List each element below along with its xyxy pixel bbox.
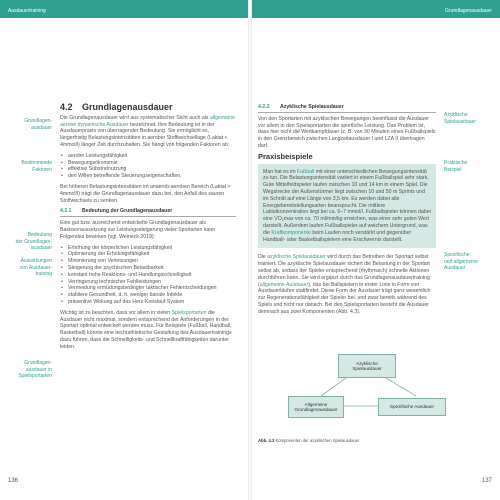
connector-left [321, 378, 346, 396]
node-azyklische-spielausdauer [338, 354, 396, 378]
final-text-2: die Ausdauer nicht maximal, sondern entsprechend der Anforderungen in der Sportart optimal entwickelt werden muss. Für Beispiele (Fußball, Handball, Basketball) könnte eine leichtathletische Gestaltung des Ausdauertrainings dazu führen, dass die Schnelligkeits- und Schnellkraftfähigkeiten darunter leiden. [60, 309, 232, 350]
subsection-title: Bedeutung der Grundlagenausdauer [82, 208, 173, 215]
page-gutter [248, 0, 252, 500]
intro-paragraph: Von den Sportarten mit azyklischen Bewegungen beeinflusst die Ausdauer vor allem in den Spielsportarten die sportliche Leistung. Das Problem ist, dass hier nicht die Wettkampfdauer (z. B. von 90 Minuten eines Fußballspiels in den Grenzbereich zwischen Langzeitausdauer I und LZA II übertragen darf. [258, 115, 436, 149]
effects-list [60, 245, 236, 306]
list-item: • präventive Wirkung auf das Herz-Kreislauf-System [68, 299, 236, 306]
box-highlight: Fußball [297, 168, 315, 175]
list-item: • Verringerung technischer Fehlleistungen [68, 279, 236, 286]
margin-note-text: Azyklische Spielausdauer [444, 112, 476, 125]
node-label: Azyklische Spielausdauer [352, 360, 382, 371]
node-spezifische-ausdauer [378, 398, 446, 416]
final-text: Wichtig ist zu beachten, dass vor allem in vielen [60, 309, 172, 316]
left-page-header [0, 0, 248, 18]
final-paragraph [60, 310, 236, 351]
box-highlight-2: Kraftkomponente [271, 229, 311, 236]
margin-note-text: Praktische Beispiel [444, 160, 468, 173]
margin-note-spielsportarten [6, 360, 52, 380]
factors-list [60, 153, 236, 180]
margin-note-bedeutung [6, 232, 52, 252]
left-page-number: 136 [8, 478, 19, 484]
after-factors-paragraph: Bei höheren Belastungsintensitäten im anaerob-aeroben Bereich (Laktat > 4mmol/l) trägt die Grundlagenausdauer dazu bei, den Anfall des sauren Stoffwechsels zu senken. [60, 183, 231, 204]
list-item: • stabilere Gesundheit, d. h. weniger banale Infekte [68, 292, 236, 299]
caption-text: Komponenten der azyklischen Spielausdauer [275, 438, 360, 443]
subsection-heading [258, 104, 436, 113]
list-item: • Erhöhung der körperlichen Leistungsfähigkeit [68, 245, 236, 252]
margin-note-text: Spezifische und allgemeine Ausdauer [444, 252, 478, 271]
list-item: • aerobe Leistungsfähigkeit [68, 153, 236, 160]
subsection-paragraph: Eine gut bzw. ausreichend entwickelte Grundlagenausdauer als Basisvoraussetzung zur Leistungssteigerung vieler Sportarten kann Folgendes bewirken (vgl. Weineck 2019): [60, 220, 216, 240]
caption-label: Abb. 4.3 [258, 438, 275, 443]
margin-note-text: Bestimmende Faktoren [21, 160, 52, 173]
intro-paragraph [60, 115, 236, 149]
list-item: • Steigerung der psychischen Belastbarkeit [68, 265, 236, 272]
margin-note-text: Grundlagen- ausdauer [24, 118, 52, 131]
node-label: Spezifische Ausdauer [389, 404, 435, 410]
right-header-title: Grundlagenausdauer [445, 8, 492, 14]
list-item: • konstant hohe Reaktions- und Handlungsschnelligkeit [68, 272, 236, 279]
box-text-3: beim Laufen noch verstärkt und gegenüber Handball- oder Basketballspielern eine Erschwernis darstellt. [263, 229, 412, 243]
margin-note-text: Grundlagen- ausdauer in Spielsportarten [18, 360, 52, 379]
section-heading [60, 104, 236, 111]
margin-note-faktoren [6, 160, 52, 173]
intro-highlight: allgemeine aerobe dynamische Ausdauer [60, 114, 236, 128]
para-text: Die [258, 254, 268, 261]
right-page-header [252, 0, 500, 18]
margin-note-praktisch [444, 160, 494, 173]
margin-note-spezifisch [444, 252, 494, 272]
list-item: • den Willen betreffende Steuerungseigenschaften. [68, 173, 236, 180]
para-highlight-2: allgemeine Ausdauer [259, 281, 309, 288]
right-page-body [258, 104, 436, 320]
box-text-2: mit einer unterschiedlichen Bewegungsintensität zu tun. Die Belastungsintensität variiert in einem Fußballspiel sehr stark. Gute Mittelfeldspieler laufen zwischen 10 und 14 km in einem Spiel. Die Wegstrecke der Außenstürmer liegt zwischen 10 und 50 m Sprints und im Schnitt auf eine Länge von 3,5 km. Es werden dabei alle Energiebereitstellungsarten beansprucht. Die mittlere Laktatkonzentration liegt bei ca. 6–7 mmol/l. Fußballspieler können dabei eine VO₂max von ca. 70 ml/min/kg erreichen, was einer sehr guten Wert darstellt. Außerdem laufen Fußballspieler auf weichem Untergrund, was die [263, 168, 431, 236]
figure-caption [258, 438, 360, 443]
list-item: • effektive Substratnutzung [68, 166, 236, 173]
node-label: Allgemeine Grundlagenausdauer [294, 401, 338, 412]
right-page-number: 137 [481, 478, 492, 484]
section-number: 4.2 [60, 102, 73, 112]
margin-note-azyklisch [444, 112, 494, 125]
node-allgemeine-grundlagenausdauer [288, 396, 344, 418]
margin-note-text: Bedeutung der Grundlagen- ausdauer [15, 232, 52, 251]
components-diagram [266, 352, 466, 432]
subsection-title: Azyklische Spielausdauer [280, 104, 344, 110]
final-highlight: Spielsportarten [171, 309, 207, 316]
section-title: Grundlagenausdauer [82, 102, 173, 112]
box-text: Man hat es im [263, 168, 298, 175]
list-item: • Bewegungsökonomie [68, 160, 236, 167]
intro-text-2: bezeichnet. Ihre Bedeutung ist in der Ausdauerpraxis von überragender Bedeutung. Sie ermöglicht es, längerfristig Belastungsintensitäten in aerober Stoffwechsellage (Laktat < 4mmol/l) länger Zeit durchzuhalten. Sie hängt von folgenden Faktoren ab: [60, 121, 230, 148]
components-paragraph [258, 254, 436, 315]
para-text-3: ), das bei Ballspielern in erster Linie in Form von Ausdauerläufen stattfindet. Diese Form der Ausdauer trägt ganz wesentlich zur Regenerationsfähigkeit der Spieler bei, und zwar bereits während des Spiels und nicht nur danach. Bei den Spielsportarten besteht die Ausdauer demnach aus zwei Komponenten (Abb. 4.3). [258, 281, 431, 315]
practice-example-box [258, 164, 436, 249]
margin-note-text: Auswirkungen von Ausdauer- training [19, 258, 52, 277]
list-item: • Vermeidung ermüdungsbedingter taktischer Fehlentscheidungen [68, 285, 236, 292]
left-header-title: Ausdauertraining [8, 8, 46, 14]
margin-note-auswirkungen [6, 258, 52, 278]
list-item: • Minimierung von Verletzungen [68, 258, 236, 265]
para-highlight: azyklische Spielausdauer [267, 254, 326, 261]
box-title: Praxisbeispiele [258, 151, 313, 161]
list-item: • Optimierung der Erholungsfähigkeit [68, 251, 236, 258]
subsection-number: 4.2.2 [258, 104, 270, 110]
intro-text: Die Grundlagenausdauer wird aus systematischer Sicht auch als [60, 114, 210, 121]
left-page-body [60, 104, 236, 355]
subsection-heading [60, 208, 236, 217]
connector-right [386, 378, 416, 396]
para-text-2: wird durch das Betreiben der Sportart selbst trainiert. Die azyklische Spielausdauer sichert die Belastung in der Sportart selbst ab, sodass der Spieler entsprechend (rhythmisch) schnelle Aktionen durchführen kann. Sie wird ergänzt durch das Grundlagenausdauertraining ( [258, 254, 430, 288]
margin-note-grundlagenausdauer [6, 118, 52, 131]
subsection-number: 4.2.1 [60, 208, 72, 215]
